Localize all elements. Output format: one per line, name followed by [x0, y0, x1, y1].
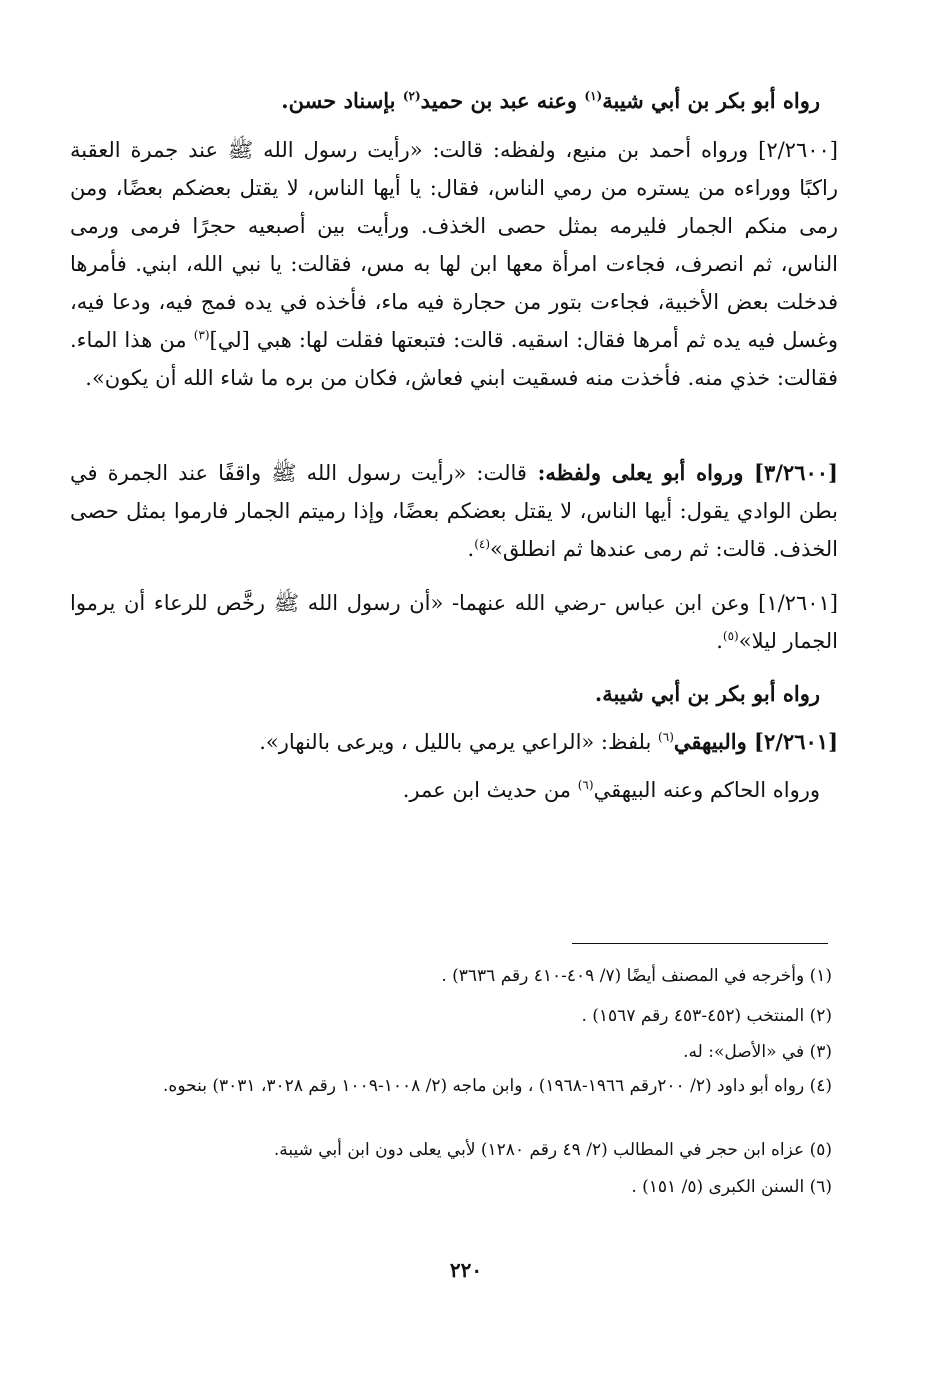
paragraph-hadith-2601-1: [١/٢٦٠١] وعن ابن عباس -رضي الله عنهما- «أن رسول الله ﷺ رخَّص للرعاء أن يرموا الجمار ليلا»$^{(٥)}$.	[70, 591, 838, 653]
page-number: ٢٢٠	[449, 1258, 483, 1282]
footnote-6: (٦) السنن الكبرى (٥/ ١٥١) .	[631, 1177, 832, 1197]
footnote-ref-6: (٦)	[658, 730, 674, 744]
footnote-ref-5: (٥)	[722, 629, 739, 643]
paragraph-attribution-3: ورواه الحاكم وعنه البيهقي$^{(٦)}$ من حديث ابن عمر.	[402, 778, 820, 802]
paragraph-hadith-2600-2: [٢/٢٦٠٠] ورواه أحمد بن منيع، ولفظه: قالت: «رأيت رسول الله ﷺ عند جمرة العقبة راكبًا ووراءه من يستره من رمي الناس، فقال: يا أيها الناس، لا يقتل بعضكم بعضًا، ومن رمى منكم الجمار فليرمه بمثل حصى الخذف. ورأيت بين أصبعيه حجرًا فرمى ورمى الناس، ثم انصرف، فجاءت امرأة معها ابن لها به مس، فقالت: يا نبي الله، ابني. فأمرها فدخلت بعض الأخبية، فجاءت بتور من حجارة فيه ماء، فأخذه في يده فمج فيه، ودعا فيه، وغسل فيه يده ثم أمرها فقال: اسقيه. قالت: فتبعتها فقلت لها: هبي [لي]$^{(٣)}$ من هذا الماء. فقالت: خذي منه. فأخذت منه فسقيت ابني فعاش، فكان من بره ما شاء الله أن يكون».	[70, 138, 839, 390]
paragraph-attribution-2: رواه أبو بكر بن أبي شيبة.	[594, 681, 820, 706]
footnote-5: (٥) عزاه ابن حجر في المطالب (٢/ ٤٩ رقم ١٢٨٠) لأبي يعلى دون ابن أبي شيبة.	[273, 1140, 832, 1160]
paragraph-hadith-2601-2: [٢/٢٦٠١] والبيهقي$^{(٦)}$ بلفظ: «الراعي يرمي بالليل ، ويرعى بالنهار».	[259, 729, 838, 754]
footnote-ref-6b: (٦)	[577, 778, 594, 792]
paragraph-hadith-2600-3: [٣/٢٦٠٠] ورواه أبو يعلى ولفظه: قالت: «رأيت رسول الله ﷺ واقفًا عند الجمرة في بطن الوادي يقول: أيها الناس، لا يقتل بعضكم بعضًا، وإذا رميتم الجمار فارموا بمثل حصى الخذف. قالت: ثم رمى عندها ثم انطلق»$^{(٤)}$.	[70, 460, 838, 561]
footnote-ref-4: (٤)	[474, 537, 491, 551]
footnote-3: (٣) في «الأصل»: له.	[683, 1042, 832, 1062]
footnote-ref-2: (٢)	[402, 89, 421, 103]
footnote-ref-1: (١)	[584, 89, 603, 103]
footnote-ref-3: (٣)	[193, 328, 210, 342]
footnote-2: (٢) المنتخب (٤٥٢-٤٥٣ رقم ١٥٦٧) .	[581, 1006, 832, 1026]
footnote-divider	[572, 943, 828, 944]
footnote-1: (١) وأخرجه في المصنف أيضًا (٧/ ٤٠٩-٤١٠ رقم ٣٦٣٦) .	[441, 966, 832, 986]
footnote-4: (٤) رواه أبو داود (٢/ ٢٠٠رقم ١٩٦٦-١٩٦٨) ، وابن ماجه (٢/ ١٠٠٨-١٠٠٩ رقم ٣٠٢٨، ٣٠٣١) بنحوه.	[163, 1076, 832, 1096]
paragraph-attribution-1: رواه أبو بكر بن أبي شيبة$^{(١)}$ وعنه عبد بن حميد$^{(٢)}$ بإسناد حسن.	[281, 88, 820, 113]
